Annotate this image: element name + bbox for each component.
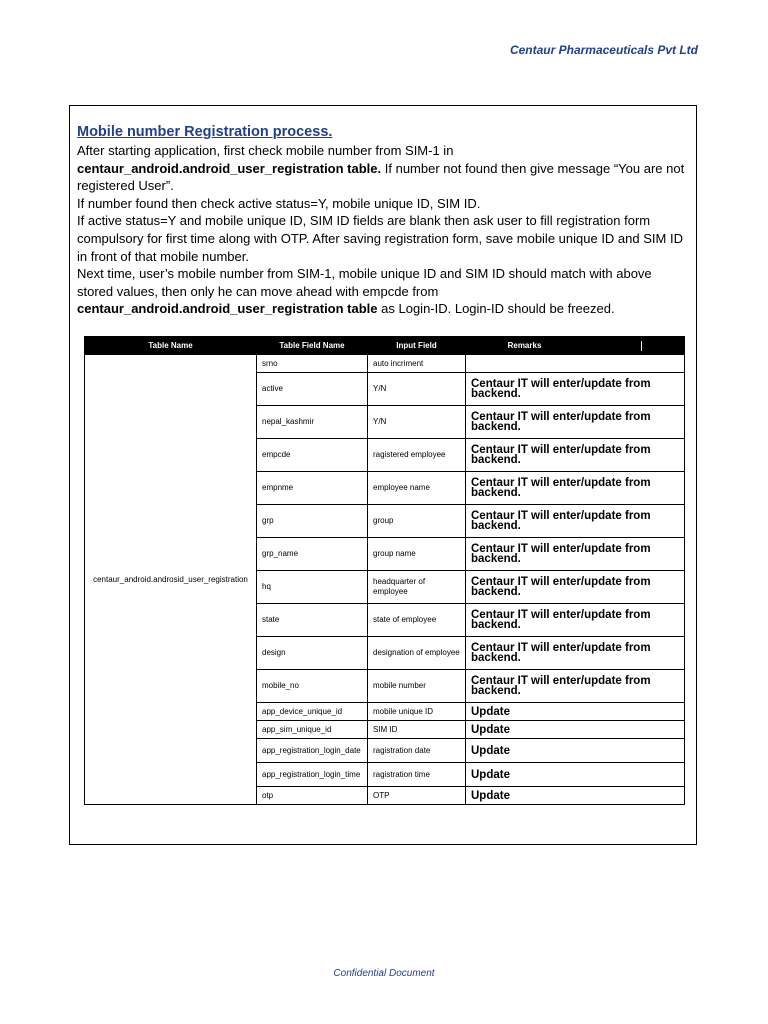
remark-cell: Update xyxy=(466,703,685,721)
input-field-cell: mobile number xyxy=(368,670,466,703)
table-row xyxy=(85,355,685,373)
remark-cell: Centaur IT will enter/update from backend. xyxy=(466,571,685,604)
paragraph-4 xyxy=(77,265,689,318)
remark-cell: Centaur IT will enter/update from backend. xyxy=(466,472,685,505)
paragraph-2: If number found then check active status=Y, mobile unique ID, SIM ID. xyxy=(77,195,481,211)
field-name-cell: app_registration_login_time xyxy=(257,763,368,787)
table-header-row xyxy=(85,337,685,355)
footer-confidential: Confidential Document xyxy=(333,968,435,979)
header-remarks-label: Remarks xyxy=(507,340,542,350)
input-field-cell: ragistration date xyxy=(368,739,466,763)
header-input-field: Input Field xyxy=(368,337,466,355)
paragraph-4-text-b: as Login-ID. Login-ID should be freezed. xyxy=(377,301,615,317)
remark-cell: Update xyxy=(466,763,685,787)
remark-cell: Centaur IT will enter/update from backend. xyxy=(466,505,685,538)
field-name-cell: otp xyxy=(257,787,368,805)
header-table-name: Table Name xyxy=(85,337,257,355)
input-field-cell: Y/N xyxy=(368,373,466,406)
field-name-cell: nepal_kashmir xyxy=(257,406,368,439)
input-field-cell: auto incriment xyxy=(368,355,466,373)
input-field-cell: designation of employee xyxy=(368,637,466,670)
paragraph-1-bold: centaur_android.android_user_registration table. xyxy=(77,160,382,176)
input-field-cell: group name xyxy=(368,538,466,571)
field-name-cell: active xyxy=(257,373,368,406)
field-name-cell: app_registration_login_date xyxy=(257,739,368,763)
paragraph-4-text-a: Next time, user’s mobile number from SIM-1, mobile unique ID and SIM ID should match with above stored values, then only he can move ahead with empcde from xyxy=(77,266,652,299)
input-field-cell: Y/N xyxy=(368,406,466,439)
paragraph-1-text-b: If number not found then give message “You are not registered User”. xyxy=(77,160,685,194)
input-field-cell: mobile unique ID xyxy=(368,703,466,721)
input-field-cell: SIM ID xyxy=(368,721,466,739)
section-title: Mobile number Registration process. xyxy=(77,124,333,140)
remark-cell: Update xyxy=(466,787,685,805)
paragraph-1 xyxy=(77,142,689,195)
paragraph-1-text-a: After starting application, first check mobile number from SIM-1 in xyxy=(77,143,454,158)
input-field-cell: group xyxy=(368,505,466,538)
field-name-cell: app_device_unique_id xyxy=(257,703,368,721)
field-name-cell: app_sim_unique_id xyxy=(257,721,368,739)
remark-cell: Centaur IT will enter/update from backend. xyxy=(466,637,685,670)
field-name-cell: mobile_no xyxy=(257,670,368,703)
paragraph-4-bold: centaur_android.android_user_registration table xyxy=(77,301,378,317)
input-field-cell: state of employee xyxy=(368,604,466,637)
remark-cell: Centaur IT will enter/update from backend. xyxy=(466,406,685,439)
header-table-field-name: Table Field Name xyxy=(257,337,368,355)
input-field-cell: OTP xyxy=(368,787,466,805)
input-field-cell: ragistered employee xyxy=(368,439,466,472)
table-name-cell: centaur_android.androsid_user_registration xyxy=(85,355,257,805)
registration-table xyxy=(84,336,685,805)
text-cursor-mark xyxy=(641,341,642,351)
remark-cell xyxy=(466,355,685,373)
remark-cell: Update xyxy=(466,721,685,739)
table-body xyxy=(85,355,685,805)
input-field-cell: headquarter of employee xyxy=(368,571,466,604)
remark-cell: Update xyxy=(466,739,685,763)
remark-cell: Centaur IT will enter/update from backend. xyxy=(466,538,685,571)
field-name-cell: grp_name xyxy=(257,538,368,571)
field-name-cell: empcde xyxy=(257,439,368,472)
field-name-cell: state xyxy=(257,604,368,637)
input-field-cell: ragistration time xyxy=(368,763,466,787)
paragraph-3: If active status=Y and mobile unique ID, SIM ID fields are blank then ask user to fill registration form compulsory for first time along with OTP. After saving registration form, save mobile unique ID and SIM ID in front of that mobile number. xyxy=(77,213,683,264)
remark-cell: Centaur IT will enter/update from backend. xyxy=(466,373,685,406)
remark-cell: Centaur IT will enter/update from backend. xyxy=(466,670,685,703)
header-company-name: Centaur Pharmaceuticals Pvt Ltd xyxy=(509,43,698,57)
remark-cell: Centaur IT will enter/update from backend. xyxy=(466,604,685,637)
field-name-cell: design xyxy=(257,637,368,670)
input-field-cell: employee name xyxy=(368,472,466,505)
header-remarks xyxy=(466,337,685,355)
field-name-cell: srno xyxy=(257,355,368,373)
field-name-cell: grp xyxy=(257,505,368,538)
field-name-cell: hq xyxy=(257,571,368,604)
remark-cell: Centaur IT will enter/update from backend. xyxy=(466,439,685,472)
section-content xyxy=(77,123,689,318)
field-name-cell: empnme xyxy=(257,472,368,505)
